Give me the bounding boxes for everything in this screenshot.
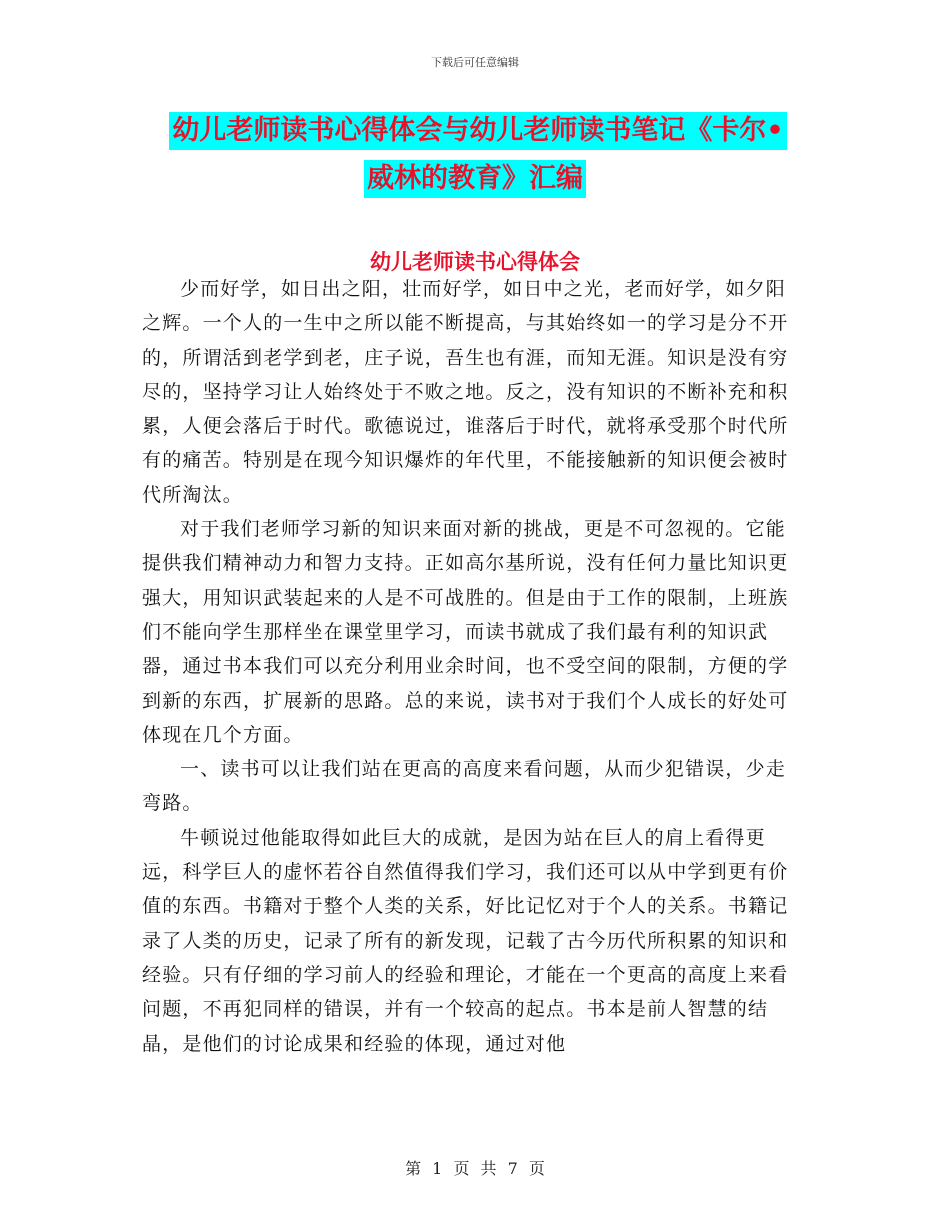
- page-header: 下载后可任意编辑: [431, 56, 519, 69]
- section-title: 幼儿老师读书心得体会: [370, 250, 580, 274]
- title-line-2: 威林的教育》汇编: [364, 160, 586, 198]
- paragraph: 对于我们老师学习新的知识来面对新的挑战，更是不可忽视的。它能提供我们精神动力和智力支持。正如高尔基所说，没有任何力量比知识更强大，用知识武装起来的人是不可战胜的。但是由于工作的限制，上班族们不能向学生那样坐在课堂里学习，而读书就成了我们最有利的知识武器，通过书本我们可以充分利用业余时间，也不受空间的限制，方便的学到新的东西，扩展新的思路。总的来说，读书对于我们个人成长的好处可体现在几个方面。: [142, 518, 789, 746]
- title-line-1: 幼儿老师读书心得体会与幼儿老师读书笔记《卡尔•: [169, 112, 786, 150]
- body-text: [142, 272, 802, 1061]
- paragraph: 少而好学，如日出之阳，壮而好学，如日中之光，老而好学，如夕阳之辉。一个人的一生中之所以能不断提高，与其始终如一的学习是分不开的，所谓活到老学到老，庄子说，吾生也有涯，而知无涯。知识是没有穷尽的，坚持学习让人始终处于不败之地。反之，没有知识的不断补充和积累，人便会落后于时代。歌德说过，谁落后于时代，就将承受那个时代所有的痛苦。特别是在现今知识爆炸的年代里，不能接触新的知识便会被时代所淘汰。: [142, 278, 789, 506]
- paragraph: 牛顿说过他能取得如此巨大的成就，是因为站在巨人的肩上看得更远，科学巨人的虚怀若谷自然值得我们学习，我们还可以从中学到更有价值的东西。书籍对于整个人类的关系，好比记忆对于个人的关系。书籍记录了人类的历史，记录了所有的新发现，记载了古今历代所积累的知识和经验。只有仔细的学习前人的经验和理论，才能在一个更高的高度上来看问题，不再犯同样的错误，并有一个较高的起点。书本是前人智慧的结晶，是他们的讨论成果和经验的体现，通过对他: [142, 826, 789, 1055]
- document-title: [0, 112, 950, 208]
- page-footer: 第 1 页 共 7 页: [405, 1159, 545, 1178]
- paragraph: 一、读书可以让我们站在更高的高度来看问题，从而少犯错误，少走弯路。: [142, 758, 787, 815]
